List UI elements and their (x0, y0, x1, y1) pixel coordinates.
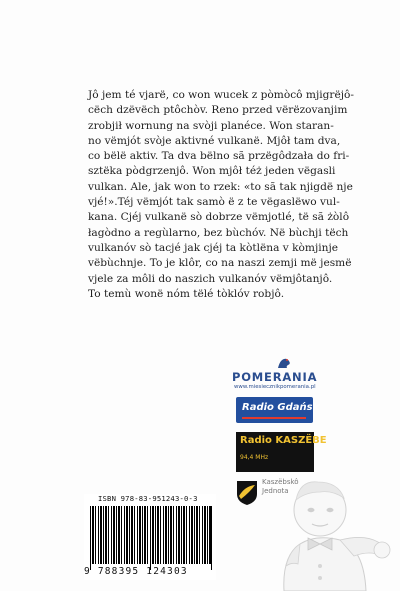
text-line: vjé!».Téj vëmjót tak samò ë z te vëgaslëwo vul- (88, 196, 340, 209)
kaszebsko-line1: Kaszëbskô (262, 478, 299, 486)
text-line: kana. Cjéj vulkanë sò dobrze vëmjotlé, të sã żòlô (88, 211, 350, 224)
text-line: vëbùchnje. To je klôr, co na naszi zemji më jesmë (88, 257, 352, 270)
text-line: vjele za môli do naszich vulkanóv vëmjôtanjô. (88, 272, 333, 285)
barcode-guard-center (150, 506, 151, 570)
text-line: co bëlë aktiv. Ta dva bëlno sã przëgôdzała do fri- (88, 150, 350, 163)
text-line: vulkanóv sò tacjé jak cjéj ta kòtlëna v kòmjinje (88, 241, 339, 254)
radio-kaszebe-wordmark: Radio KASZËBE (240, 435, 327, 446)
isbn-label: ISBN 978-83-951243-0-3 (98, 494, 198, 503)
text-line: sztëka pòdgrzenjô. Won mjôł téż jeden vëgasli (88, 165, 336, 178)
kaszebsko-line2: Jednota (262, 487, 289, 495)
text-line: To temù wonë nóm tëlé tòklóv robjô. (88, 287, 285, 300)
text-line: łagòdno a regùlarno, bez bùchóv. Në bùchji tëch (88, 226, 349, 239)
radio-gdansk-wordmark: Radio Gdańsk (242, 402, 320, 413)
barcode-guard-left (90, 506, 91, 570)
radio-gdansk-stripe (242, 417, 306, 419)
pomerania-url: www.miesiecznikpomerania.pl (234, 384, 316, 390)
isbn-barcode (84, 494, 216, 580)
text-line: zrobjił wornung na svòji planéce. Won staran- (88, 119, 334, 132)
text-line: no vëmjót svòje aktivné vulkanë. Mjôł tam dva, (88, 134, 341, 147)
text-line: cëch dzëvëch ptôchòv. Reno przed vërëzovanjim (88, 104, 348, 117)
barcode-digits: 9 788395 124303 (84, 566, 188, 577)
pomerania-logo (232, 356, 322, 392)
text-line: Jô jem té vjarë, co won wucek z pòmòcô mjigrëjô- (88, 89, 354, 101)
radio-gdansk-logo (236, 397, 320, 423)
barcode-guard-right (211, 506, 212, 570)
text-line: vulkan. Ale, jak won to rzek: «to sã tak njigdë nje (88, 180, 353, 193)
radio-kaszebe-frequency: 94,4 MHz (240, 454, 269, 461)
pomerania-wordmark: POMERANIA (232, 370, 318, 384)
radio-kaszebe-logo (236, 432, 327, 472)
body-text (88, 88, 354, 302)
barcode-bars (90, 506, 212, 564)
griffin-icon (276, 356, 292, 370)
little-prince-illustration (246, 470, 396, 591)
